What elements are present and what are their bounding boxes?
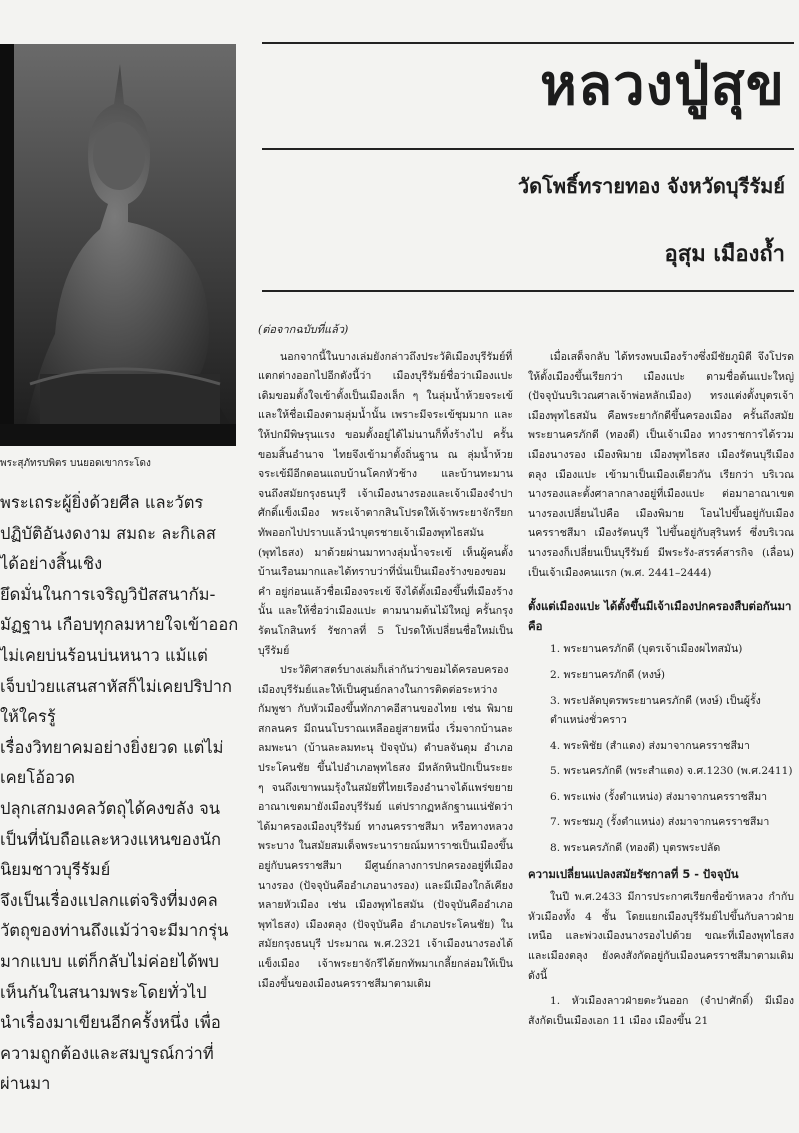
intro-line: วัตถุของท่านถึงแม้ว่าจะมีมากรุ่น: [0, 921, 229, 941]
middle-text-column: [258, 320, 513, 994]
intro-line: มัฏฐาน เกือบทุกลมหายใจเข้าออก: [0, 615, 238, 635]
article-author: อุสุม เมืองถ้ำ: [664, 242, 785, 267]
intro-line: เรื่องวิทยาคมอย่างยิ่งยวด แต่ไม่: [0, 737, 224, 757]
right-text-column: [528, 348, 794, 1031]
continued-note: (ต่อจากฉบับที่แล้ว): [258, 323, 349, 336]
list-item: 4. พระพิชัย (สำแดง) ส่งมาจากนครราชสีมา: [550, 739, 750, 752]
list-item: 2. พระยานครภักดี (หงษ์): [550, 668, 666, 681]
list-item: 5. พระนครภักดี (พระสำแดง) จ.ศ.1230 (พ.ศ.2411): [550, 765, 793, 778]
intro-line: เห็นกันในสนามพระโดยทั่วไป: [0, 982, 207, 1002]
photo-caption: พระสุภัทรบพิตร บนยอดเขากระโดง: [0, 458, 151, 469]
intro-line: จึงเป็นเรื่องแปลกแต่จริงที่มงคล: [0, 890, 218, 910]
intro-line: ปลุกเสกมงคลวัตถุได้คงขลัง จน: [0, 798, 221, 818]
intro-line: ผ่านมา: [0, 1074, 51, 1094]
list-item: 6. พระแพ่ง (รั้งตำแหน่ง) ส่งมาจากนครราชสีมา: [550, 790, 768, 803]
intro-line: มากแบบ แต่ก็กลับไม่ค่อยได้พบ: [0, 951, 220, 971]
buddha-statue-image: [0, 44, 236, 446]
section-heading: ความเปลี่ยนแปลงสมัยรัชกาลที่ 5 - ปัจจุบัน: [528, 866, 739, 881]
title-rule: [262, 148, 794, 150]
list-item: 1. พระยานครภักดี (บุตรเจ้าเมืองผไทสมัน): [550, 643, 743, 656]
list-item: 3. พระปลัดบุตรพระยานครภักดี (หงษ์) เป็นผู้รั้งตำแหน่งชั่วคราว: [550, 694, 761, 727]
header-bottom-rule: [262, 290, 794, 292]
intro-line: พระเถระผู้ยิ่งด้วยศีล และวัตร: [0, 493, 204, 512]
intro-line: เป็นที่นับถือและหวงแหนของนัก: [0, 829, 222, 849]
intro-line: ยึดมั่นในการเจริญวิปัสสนากัม-: [0, 584, 216, 604]
intro-line: ให้ใครรู้: [0, 707, 56, 727]
body-paragraph: ประวัติศาสตร์บางเล่มก็เล่ากันว่าขอมได้ครอบครองเมืองบุรีรัมย์และให้เป็นศูนย์กลางในการติดต่อระหว่างกัมพูชา กับหัวเมืองขึ้นทักภาคอีสานของไทย เช่น พิมาย สกลนคร มีถนนโบราณเหลืออยู่สายหนึ่ง เริ่มจากบ้านละลมพะนา (บ้านละลมทะนุ ปัจจุบัน) ตำบลจันดุม อำเภอประโคนชัย ขึ้นไปอำเภอพุทไธสง มีหลักหินปักเป็นระยะ ๆ จนถึงเขาพนมรุ้งในสมัยที่ไทยเรืองอำนาจได้แพร่ขยายอาณาเขตมายังเมืองบุรีรัมย์ แต่ปรากฏหลักฐานแน่ชัดว่าได้มาครองเมืองบุรีรัมย์ ทางนครราชสีมา หรือทางหลวงพระบาง ในสมัยสมเด็จพระนารายณ์มหาราชเป็นเมืองขึ้นอยู่กับนครราชสีมา มีศูนย์กลางการปกครองอยู่ที่เมืองนางรอง (ปัจจุบันคืออำเภอนางรอง) และมีเมืองใกล้เคียงหลายหัวเมือง เช่น เมืองพุทไธสมัน (ปัจจุบันคืออำเภอพุทไธสง) เมืองตลุง (ปัจจุบันคือ อำเภอประโคนชัย) ในสมัยกรุงธนบุรี ประมาณ พ.ศ.2321 เจ้าเมืองนางรองได้แข็งเมือง เจ้าพระยาจักรีได้ยกทัพมาเกลี้ยกล่อมให้เป็นเมืองขึ้นของเมืองนครราชสีมาตามเดิม: [258, 664, 513, 990]
list-item: 8. พระนครภักดี (ทองดี) บุตรพระปลัด: [550, 842, 721, 855]
buddha-statue-photo: [0, 44, 236, 446]
article-title: หลวงปู่สุข: [539, 53, 785, 118]
rulers-list: [528, 640, 794, 858]
article-subtitle: วัดโพธิ์ทรายทอง จังหวัดบุรีรัมย์: [517, 174, 785, 198]
intro-line: นำเรื่องมาเขียนอีกครั้งหนึ่ง เพื่อ: [0, 1013, 221, 1033]
body-paragraph: เมื่อเสด็จกลับ ได้ทรงพบเมืองร้างซึ่งมีชัยภูมิดี จึงโปรดให้ตั้งเมืองขึ้นเรียกว่า เมืองแปะ ตามชื่อต้นแปะใหญ่ (ปัจจุบันบริเวณศาลเจ้าพ่อหลักเมือง) ทรงแต่งตั้งบุตรเจ้าเมืองพุทไธสมัน คือพระยากักดีขึ้นครองเมือง ครั้นถึงสมัยพระยานครภักดี (ทองดี) เป็นเจ้าเมือง ทางราชการได้รวมเมืองนางรอง เมืองพิมาย เมืองพุทไธสง เมืองรัตนบุรีเมืองตลุง เมืองแปะ เข้ามาเป็นเมืองเดียวกัน เรียกว่า บริเวณนางรองและตั้งศาลากลางอยู่ที่เมืองแปะ ต่อมาอาณาเขตนางรองเปลี่ยนไปคือ เมืองพิมาย โอนไปขึ้นอยู่กับเมืองนครราชสีมา เมืองรัตนบุรี ไปขึ้นอยู่กับสุรินทร์ ซึ่งบริเวณนางรองก็เปลี่ยนเป็นบุรีรัมย์ มีพระรัง-สรรค์สารกิจ (เลื่อน) เป็นเจ้าเมืองคนแรก (พ.ศ. 2441–2444): [528, 351, 794, 579]
body-paragraph: 1. หัวเมืองลาวฝ่ายตะวันออก (จำปาศักดิ์) มีเมืองสังกัดเป็นเมืองเอก 11 เมือง เมืองขึ้น 21: [528, 995, 794, 1027]
body-paragraph: ในปี พ.ศ.2433 มีการประกาศเรียกชื่อข้าหลวง กำกับหัวเมืองทั้ง 4 ชั้น โดยแยกเมืองบุรีรัมย์ไปขึ้นกับลาวฝ่ายเหนือ และพ่วงเมืองนางรองไปด้วย ขณะที่เมืองพุทไธสง และเมืองตลุง ยังคงสังกัดอยู่กับเมืองนครราชสีมาตามเดิม ดังนี้: [528, 891, 794, 982]
left-intro-column: [0, 488, 238, 1100]
intro-line: นิยมชาวบุรีรัมย์: [0, 860, 111, 880]
intro-line: เจ็บป่วยแสนสาหัสก็ไม่เคยปริปาก: [0, 676, 233, 696]
header-top-rule: [262, 42, 794, 44]
body-paragraph: นอกจากนี้ในบางเล่มยังกล่าวถึงประวัติเมืองบุรีรัมย์ที่แตกต่างออกไปอีกดังนี้ว่า เมืองบุรีรัมย์ชื่อว่าเมืองแปะ เดิมขอมตั้งใจเข้าตั้งเป็นเมืองเล็ก ๆ ในลุ่มน้ำห้วยจระเข้ และให้ชื่อเมืองตามลุ่มน้ำนั้น เพราะมีจระเข้ชุมมาก และให้ปกมีพิษรุนแรง ขอมตั้งอยู่ได้ไม่นานก็ทิ้งร้างไป ครั้นขอมสิ้นอำนาจ ไทยจึงเข้ามาตั้งถิ่นฐาน ณ ลุ่มน้ำห้วยจระเข้มีอีกตอนแถบบ้านโคกหัวช้าง และบ้านทะมาน จนถึงสมัยกรุงธนบุรี เจ้าเมืองนางรองและเจ้าเมืองจำปาศักดิ์แข็งเมือง พระเจ้าตากสินโปรดให้เจ้าพระยาจักรียกทัพออกไปปราบแล้วนำบุตรชายเจ้าเมืองพุทไธสมัน (พุทไธสง) มาด้วยผ่านมาทางลุ่มน้ำจระเข้ เห็นผู้คนตั้งบ้านเรือนมากและได้ทราบว่าที่นั่นเป็นเมืองร้างของขอมคำ อยู่ก่อนแล้วชื่อเมืองจระเข้ จึงได้ตั้งเมืองขึ้นที่เมืองร้างนั้น และให้ชื่อว่าเมืองแปะ ตามนามต้นไม้ใหญ่ ครั้นกรุงรัตนโกสินทร์ รัชกาลที่ 5 โปรดให้เปลี่ยนชื่อใหม่เป็นบุรีรัมย์: [258, 350, 513, 657]
list-item: 7. พระชมภู (รั้งตำแหน่ง) ส่งมาจากนครราชสีมา: [550, 816, 770, 829]
intro-line: ความถูกต้องและสมบูรณ์กว่าที่: [0, 1043, 214, 1063]
rulers-list-heading: ตั้งแต่เมืองแปะ ได้ตั้งขึ้นมีเจ้าเมืองปกครองสืบต่อกันมาคือ: [528, 599, 792, 633]
intro-line: ได้อย่างสิ้นเชิง: [0, 554, 103, 574]
intro-line: ไม่เคยบ่นร้อนบ่นหนาว แม้แต่: [0, 645, 208, 665]
intro-line: เคยโอ้อวด: [0, 768, 76, 788]
intro-line: ปฏิบัติอันงดงาม สมถะ ละกิเลส: [0, 523, 216, 543]
